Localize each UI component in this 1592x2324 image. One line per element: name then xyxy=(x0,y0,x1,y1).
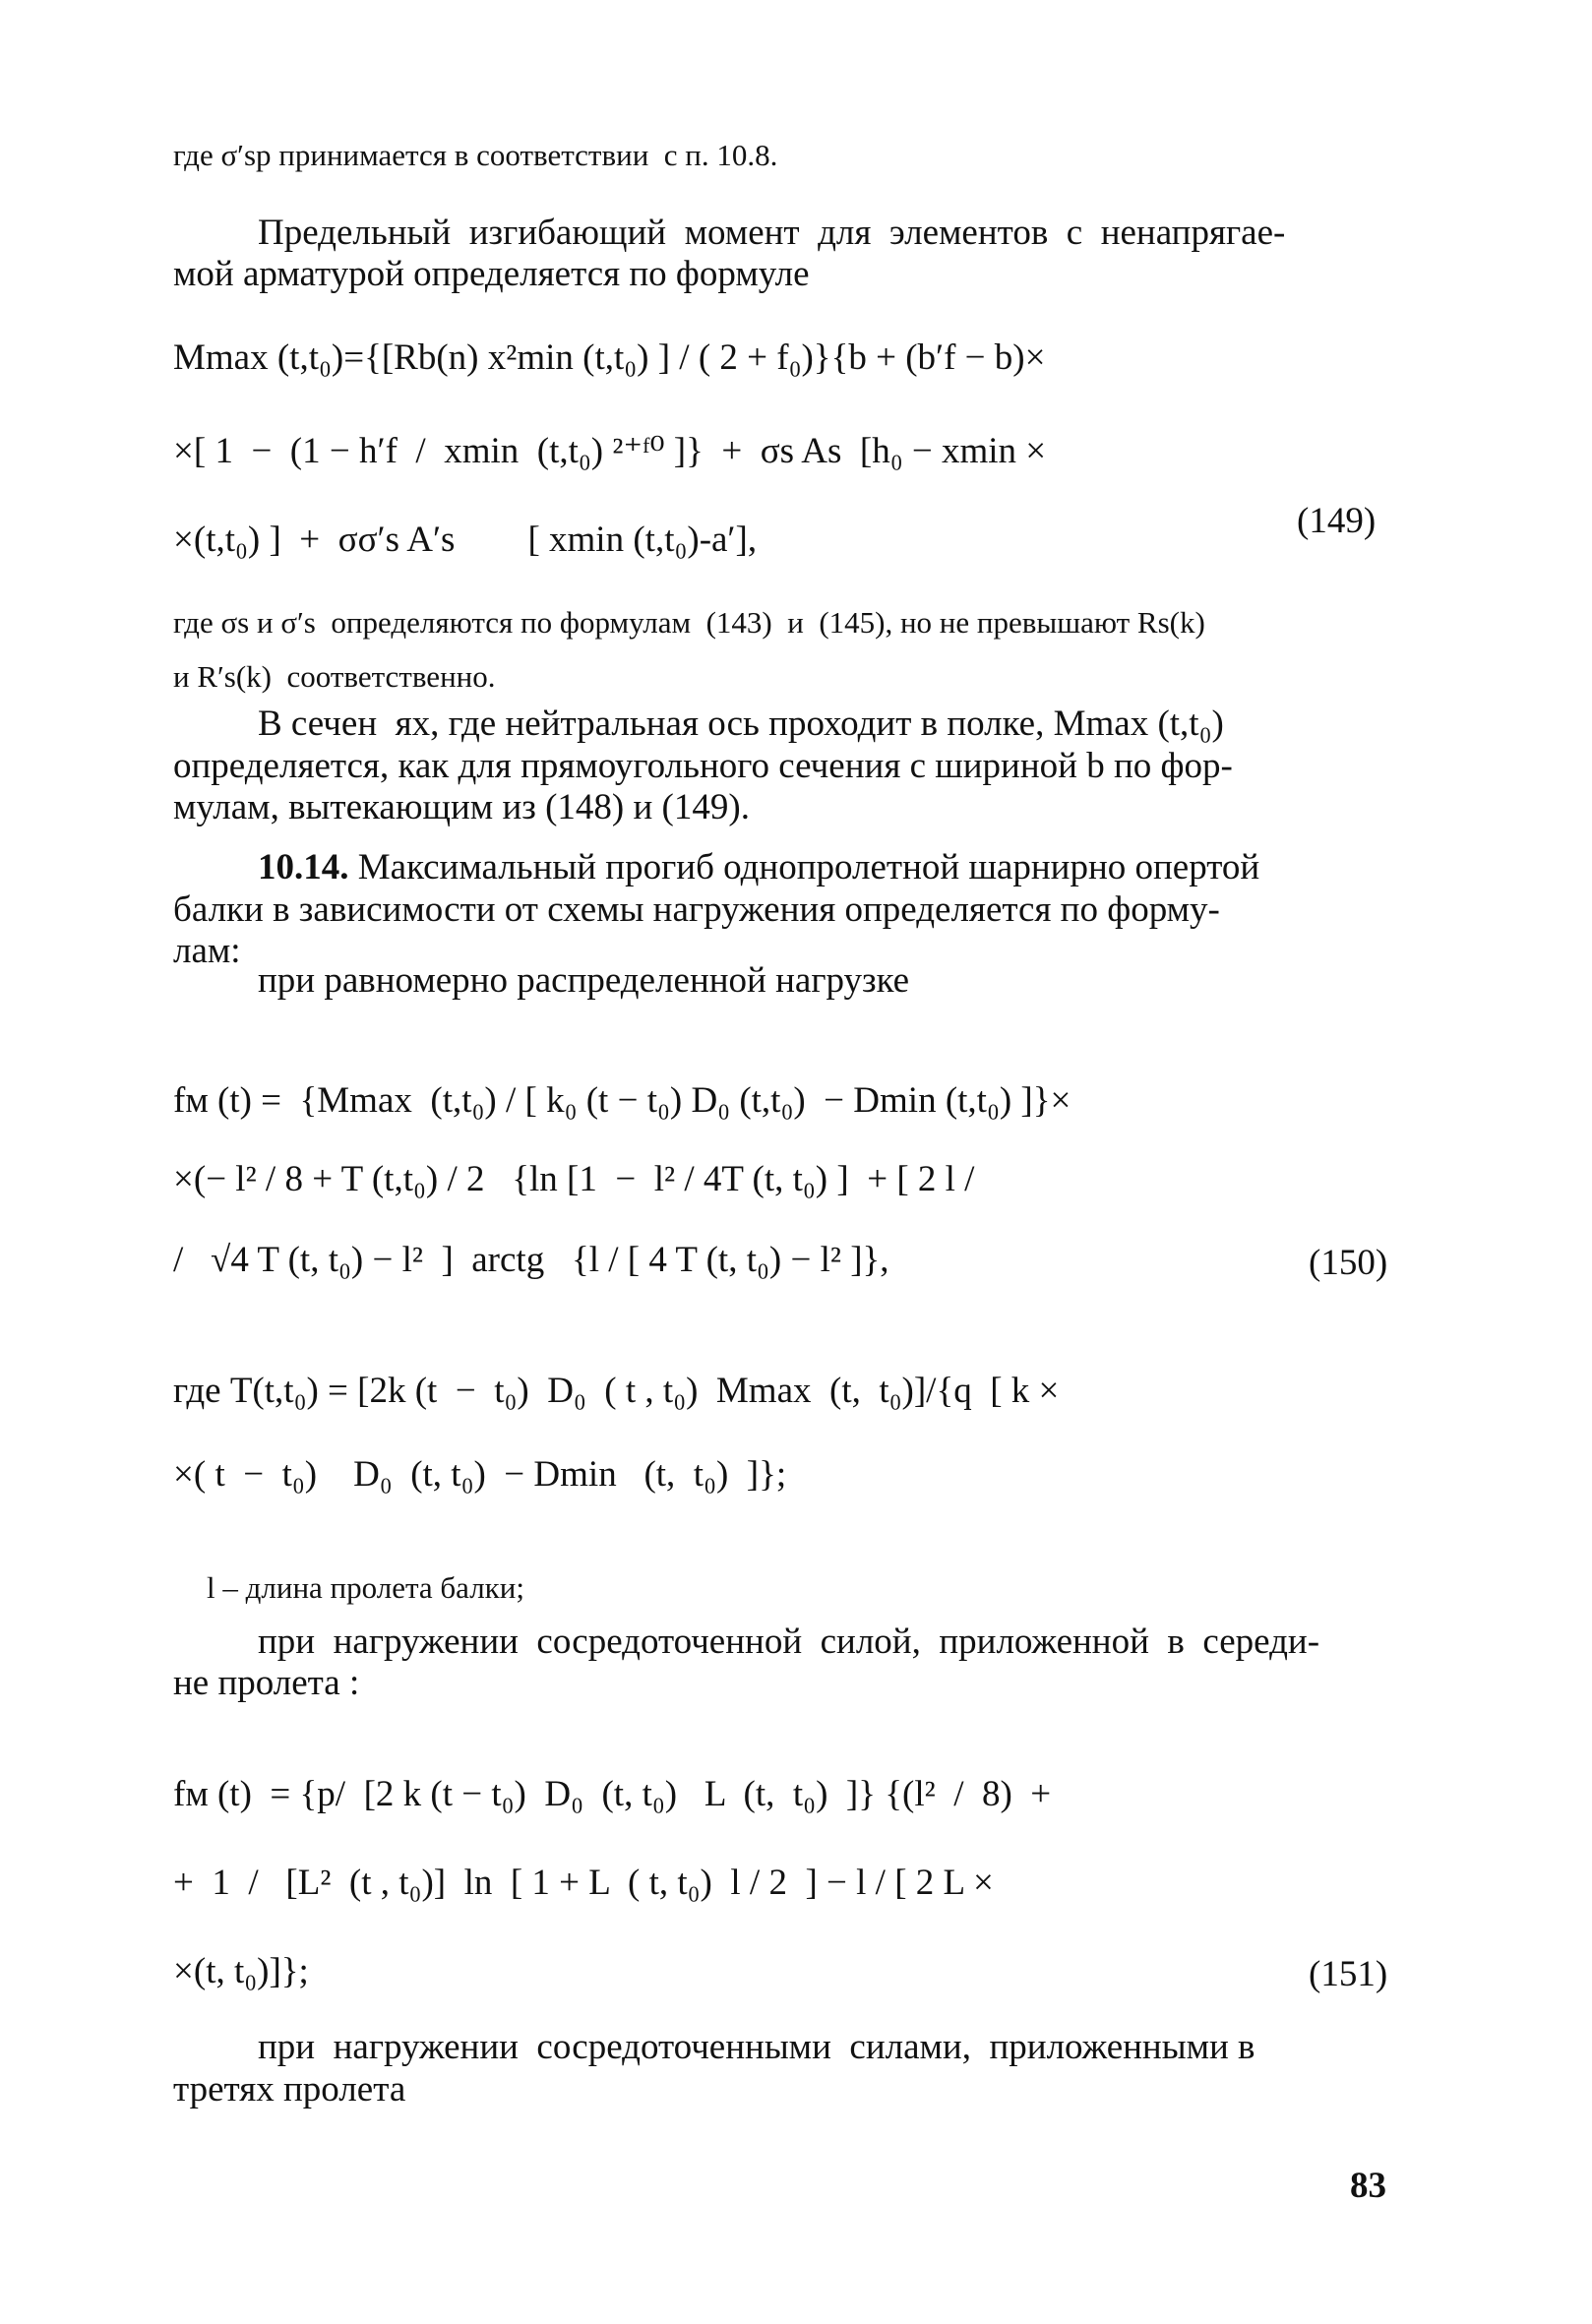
eq151-line-2: + 1 / [L² (t , t₀)] ln [ 1 + L ( t, t₀) l / 2 ] − l / [ 2 L × xyxy=(173,1863,994,1903)
para2-line-3: мулам, вытекающим из (148) и (149). xyxy=(173,787,750,827)
eq150-number: (150) xyxy=(1309,1243,1388,1283)
eq150-line-1: fм (t) = {Mmax (t,t₀) / [ k₀ (t − t₀) D₀ (t,t₀) − Dmin (t,t₀) ]}× xyxy=(173,1080,1072,1121)
para2-line-2: определяется, как для прямоугольного сечения с шириной b по фор- xyxy=(173,746,1233,786)
eq150-line-3: / √4 T (t, t₀) − l² ] arctg {l / [ 4 T (t, t₀) − l² ]}, xyxy=(173,1240,889,1280)
section-10-14-line-2: балки в зависимости от схемы нагружения определяется по форму- xyxy=(173,889,1220,930)
section-10-14-line-4: при равномерно распределенной нагрузке xyxy=(258,960,910,1001)
span-definition: l – длина пролета балки; xyxy=(207,1570,524,1605)
where1-line-2: и R′s(k) соответственно. xyxy=(173,659,496,694)
eq151-line-1: fм (t) = {p/ [2 k (t − t₀) D₀ (t, t₀) L (t, t₀) ]} {(l² / 8) + xyxy=(173,1774,1052,1814)
eq151-line-3: ×(t, t₀)]}; xyxy=(173,1951,309,1991)
section-10-14-line-1 xyxy=(258,849,1259,886)
section-number: 10.14. xyxy=(258,847,349,887)
para3-line-2: не пролета : xyxy=(173,1663,360,1703)
eq151-number: (151) xyxy=(1309,1954,1388,1994)
eq149-line-2: ×[ 1 − (1 − h′f / xmin (t,t₀) ²⁺ᶠ⁰ ]} + σs As [h₀ − xmin × xyxy=(173,431,1047,471)
intro-line: где σ′sp принимается в соответствии с п. 10.8. xyxy=(173,138,778,172)
para1-line-2: мой арматурой определяется по формуле xyxy=(173,254,810,294)
page-number: 83 xyxy=(1350,2166,1386,2206)
eq149-number: (149) xyxy=(1297,501,1377,541)
where1-line-1: где σs и σ′s определяются по формулам (143) и (145), но не превышают Rs(k) xyxy=(173,605,1205,640)
para4-line-2: третях пролета xyxy=(173,2069,406,2110)
para2-line-1: В сечен ях, где нейтральная ось проходит в полке, Mmax (t,t₀) xyxy=(258,703,1224,744)
eq149-line-1: Mmax (t,t₀)={[Rb(n) x²min (t,t₀) ] / ( 2 + f₀)}{b + (b′f − b)× xyxy=(173,337,1046,378)
where2-line-2: ×( t − t₀) D₀ (t, t₀) − Dmin (t, t₀) ]}; xyxy=(173,1454,787,1495)
section-10-14-text: Максимальный прогиб однопролетной шарнирно опертой xyxy=(348,847,1260,887)
eq150-line-2: ×(− l² / 8 + T (t,t₀) / 2 {ln [1 − l² / 4T (t, t₀) ] + [ 2 l / xyxy=(173,1159,975,1199)
where2-line-1: где T(t,t₀) = [2k (t − t₀) D₀ ( t , t₀) Mmax (t, t₀)]/{q [ k × xyxy=(173,1371,1060,1411)
para1-line-1: Предельный изгибающий момент для элементов с ненапрягае- xyxy=(258,213,1286,253)
eq149-line-3: ×(t,t₀) ] + σσ′s A′s [ xmin (t,t₀)-a′], xyxy=(173,520,758,560)
section-10-14-line-3: лам: xyxy=(173,931,241,971)
para4-line-1: при нагружении сосредоточенными силами, приложенными в xyxy=(258,2027,1255,2067)
para3-line-1: при нагружении сосредоточенной силой, приложенной в середи- xyxy=(258,1621,1320,1662)
